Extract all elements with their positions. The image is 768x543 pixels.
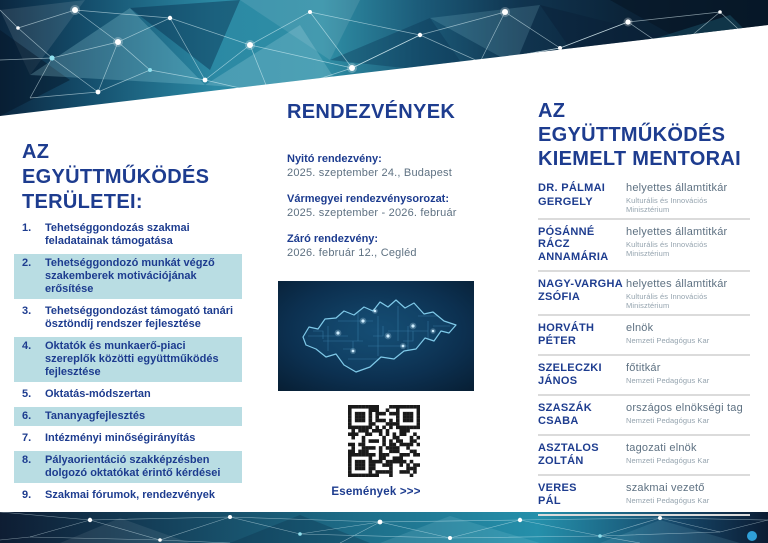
area-text: Oktatók és munkaerő-piaci szereplők közötti együttműködés fejlesztése <box>45 340 219 378</box>
area-number: 6. <box>22 410 32 422</box>
area-text: Tehetséggondozó munkát végző szakemberek motivációjának erősítése <box>45 257 215 295</box>
mentor-row <box>538 176 750 220</box>
mentor-info <box>626 441 750 470</box>
panel-cooperation-areas <box>14 140 242 508</box>
list-item <box>14 254 242 299</box>
event-label: Záró rendezvény: <box>287 233 379 245</box>
mentor-name <box>538 321 626 350</box>
areas-title-line1: AZ EGYÜTTMŰKÖDÉS <box>22 141 210 188</box>
area-text: Pályaorientáció szakképzésben dolgozó oktatókat érintő kérdései <box>45 454 221 479</box>
mentor-name-line2: PÁL <box>538 495 561 507</box>
area-number: 7. <box>22 432 32 444</box>
list-item <box>14 429 242 448</box>
area-text: Tehetséggondozás szakmai feladatainak támogatása <box>45 222 190 247</box>
mentor-role: szakmai vezető <box>626 481 705 494</box>
areas-title-line2: TERÜLETEI: <box>22 191 143 213</box>
mentor-row <box>538 396 750 436</box>
hungary-map-graphic <box>278 281 474 391</box>
mentor-name-line1: PÓSÁNNÉ RÁCZ <box>538 226 595 250</box>
mentors-list <box>538 176 750 516</box>
mentor-organization: Kulturális és Innovációs Minisztérium <box>626 196 708 214</box>
hungary-circuit-map <box>278 281 474 391</box>
mentor-info <box>626 321 750 350</box>
mentor-name-line1: HORVÁTH <box>538 321 595 334</box>
area-number: 3. <box>22 305 32 317</box>
mentor-name-line1: ASZTALOS <box>538 441 599 454</box>
mentor-row <box>538 476 750 516</box>
events-link[interactable]: Események >>> <box>331 486 421 498</box>
area-text: Tehetséggondozást támogató tanári ösztöndíj rendszer fejlesztése <box>45 305 234 330</box>
mentors-title <box>538 99 750 171</box>
mentor-name-line1: NAGY-VARGHA <box>538 277 623 290</box>
mentor-info <box>626 181 750 214</box>
list-item <box>14 486 242 505</box>
mentor-role: helyettes államtitkár <box>626 277 728 290</box>
mentor-name-line2: CSABA <box>538 415 579 427</box>
panel-events <box>278 101 474 273</box>
area-number: 8. <box>22 454 32 466</box>
mentor-name <box>538 361 626 390</box>
areas-title <box>22 140 242 215</box>
bottom-network-band <box>0 512 768 543</box>
mentor-row <box>538 436 750 476</box>
mentor-organization: Nemzeti Pedagógus Kar <box>626 495 710 505</box>
event-value: 2025. szeptember - 2026. február <box>287 207 457 219</box>
areas-list <box>14 219 242 505</box>
events-list <box>287 153 474 260</box>
mentor-role: főtitkár <box>626 361 661 374</box>
area-number: 2. <box>22 257 32 269</box>
mentor-role: tagozati elnök <box>626 441 697 454</box>
mentor-organization: Kulturális és Innovációs Minisztérium <box>626 291 708 310</box>
event-value: 2025. szeptember 24., Budapest <box>287 167 452 179</box>
qr-code-graphic <box>348 405 420 477</box>
event-item <box>287 153 474 180</box>
mentor-role: helyettes államtitkár <box>626 182 728 194</box>
events-title: RENDEZVÉNYEK <box>287 101 456 123</box>
mentor-name-line1: DR. PÁLMAI <box>538 182 606 194</box>
mentor-name <box>538 277 626 310</box>
list-item <box>14 337 242 382</box>
area-number: 4. <box>22 340 32 352</box>
event-label: Vármegyei rendezvénysorozat: <box>287 193 450 205</box>
mentor-name-line2: ZSÓFIA <box>538 291 581 303</box>
mentor-info <box>626 277 750 310</box>
list-item <box>14 451 242 483</box>
mentor-name-line1: SZELECZKI <box>538 361 602 374</box>
mentor-role: országos elnökségi tag <box>626 401 743 414</box>
event-value: 2026. február 12., Cegléd <box>287 247 417 259</box>
area-text: Tananyagfejlesztés <box>45 410 146 422</box>
mentor-name <box>538 401 626 430</box>
mentors-title-line2: KIEMELT MENTORAI <box>538 148 741 170</box>
mentor-name <box>538 225 626 266</box>
mentor-name-line1: VERES <box>538 481 577 494</box>
area-number: 9. <box>22 489 32 501</box>
mentor-role: elnök <box>626 321 654 334</box>
list-item <box>14 302 242 334</box>
area-text: Intézményi minőségirányítás <box>45 432 196 444</box>
mentor-name-line2: JÁNOS <box>538 375 578 387</box>
list-item <box>14 219 242 251</box>
area-number: 5. <box>22 388 32 400</box>
mentor-name <box>538 481 626 510</box>
mentor-info <box>626 225 750 266</box>
mentor-organization: Nemzeti Pedagógus Kar <box>626 335 710 345</box>
event-item <box>287 193 474 220</box>
qr-code <box>348 405 420 477</box>
mentor-row <box>538 356 750 396</box>
area-number: 1. <box>22 222 32 234</box>
event-label: Nyitó rendezvény: <box>287 153 382 165</box>
mentor-info <box>626 401 750 430</box>
event-item <box>287 233 474 260</box>
mentor-info <box>626 481 750 510</box>
mentor-info <box>626 361 750 390</box>
mentor-organization: Nemzeti Pedagógus Kar <box>626 455 710 465</box>
area-text: Oktatás-módszertan <box>45 388 151 400</box>
list-item <box>14 407 242 426</box>
mentor-name-line2: PÉTER <box>538 335 577 347</box>
mentor-role: helyettes államtitkár <box>626 226 728 238</box>
mentor-name <box>538 181 626 214</box>
mentor-name-line2: ANNAMÁRIA <box>538 251 609 263</box>
mentor-row <box>538 316 750 356</box>
mentor-name-line2: GERGELY <box>538 195 593 208</box>
area-text: Szakmai fórumok, rendezvények <box>45 489 215 501</box>
mentor-organization: Nemzeti Pedagógus Kar <box>626 375 710 385</box>
mentor-organization: Nemzeti Pedagógus Kar <box>626 415 710 425</box>
mentor-name-line2: ZOLTÁN <box>538 455 584 467</box>
panel-mentors <box>538 99 750 516</box>
mentor-name-line1: SZASZÁK <box>538 401 593 414</box>
mentor-row <box>538 272 750 316</box>
mentor-name <box>538 441 626 470</box>
list-item <box>14 385 242 404</box>
mentor-organization: Kulturális és Innovációs Minisztérium <box>626 240 708 258</box>
mentors-title-line1: AZ EGYÜTTMŰKÖDÉS <box>538 100 726 146</box>
mentor-row <box>538 220 750 272</box>
